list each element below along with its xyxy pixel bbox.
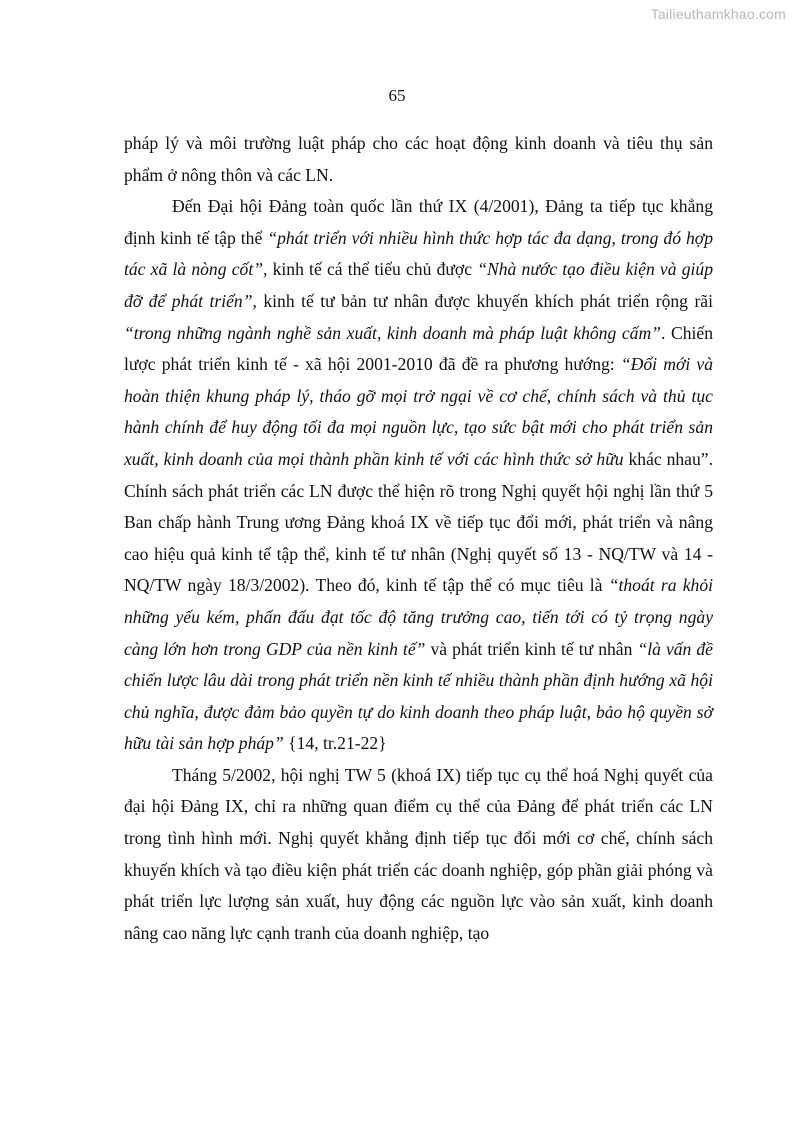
text-run: khác nhau”. Chính sách phát triển các LN được thể hiện rõ trong Nghị quyết hội nghị lần thứ 5 Ban chấp hành Trung ương Đảng khoá IX về tiếp tục đổi mới, phát triển và nâng cao hiệu quả kinh tế tập thể, kinh tế tư nhân (Nghị quyết số 13 - NQ/TW và 14 - NQ/TW ngày 18/3/2002). Theo đó, kinh tế tập thể có mục tiêu là <box>124 448 713 596</box>
paragraph <box>124 128 713 191</box>
citation: {14, tr.21-22} <box>283 733 387 754</box>
text-run: pháp lý và môi trường luật pháp cho các hoạt động kinh doanh và tiêu thụ sản phẩm ở nông thôn và các LN. <box>124 133 713 185</box>
watermark-text: Tailieuthamkhao.com <box>650 6 786 22</box>
page-number: 65 <box>388 86 406 105</box>
text-run: và phát triển kinh tế tư nhân <box>425 638 638 659</box>
italic-quote: “thoát ra khỏi những yếu kém, phấn đấu đạt tốc độ tăng trưởng cao, tiến tới có tỷ trọng ngày càng lớn hơn trong GDP của nền kinh tế” <box>124 575 713 659</box>
italic-quote: “trong những ngành nghề sản xuất, kinh doanh mà pháp luật không cấm” <box>124 322 661 343</box>
paragraph <box>124 760 713 950</box>
italic-quote: “phát triển với nhiều hình thức hợp tác đa dạng, trong đó hợp tác xã là nòng cốt”, <box>124 227 713 280</box>
text-run: Tháng 5/2002, hội nghị TW 5 (khoá IX) tiếp tục cụ thể hoá Nghị quyết của đại hội Đảng IX, chỉ ra những quan điểm cụ thể của Đảng để phát triển các LN trong tình hình mới. Nghị quyết khẳng định tiếp tục đổi mới cơ chế, chính sách khuyến khích và tạo điều kiện phát triển các doanh nghiệp, góp phần giải phóng và phát triển lực lượng sản xuất, huy động các nguồn lực vào sản xuất, kinh doanh nâng cao năng lực cạnh tranh của doanh nghiệp, tạo <box>124 764 713 943</box>
italic-quote: “là vấn đề chiến lược lâu dài trong phát triển nền kinh tế nhiều thành phần định hướng xã hội chủ nghĩa, được đảm bảo quyền tự do kinh doanh theo pháp luật, bảo hộ quyền sở hữu tài sản hợp pháp” <box>124 638 713 754</box>
paragraph <box>124 191 713 760</box>
text-run: Đến Đại hội Đảng toàn quốc lần thứ IX (4/2001), Đảng ta tiếp tục khẳng định kinh tế tập thể <box>124 196 713 248</box>
text-run: kinh tế cá thể tiểu chủ được <box>267 259 478 280</box>
italic-quote: “Đổi mới và hoàn thiện khung pháp lý, tháo gỡ mọi trở ngại về cơ chế, chính sách và thủ tục hành chính để huy động tối đa mọi nguồn lực, tạo sức bật mới cho phát triển sản xuất, kinh doanh của mọi thành phần kinh tế với các hình thức sở hữu <box>124 354 714 469</box>
italic-quote: “Nhà nước tạo điều kiện và giúp đỡ để phát triển” <box>124 259 713 311</box>
text-run: . Chiến lược phát triển kinh tế - xã hội 2001-2010 đã đề ra phương hướng: <box>124 322 713 375</box>
document-body <box>124 128 713 949</box>
text-run: , kinh tế tư bản tư nhân được khuyến khích phát triển rộng rãi <box>252 290 714 311</box>
